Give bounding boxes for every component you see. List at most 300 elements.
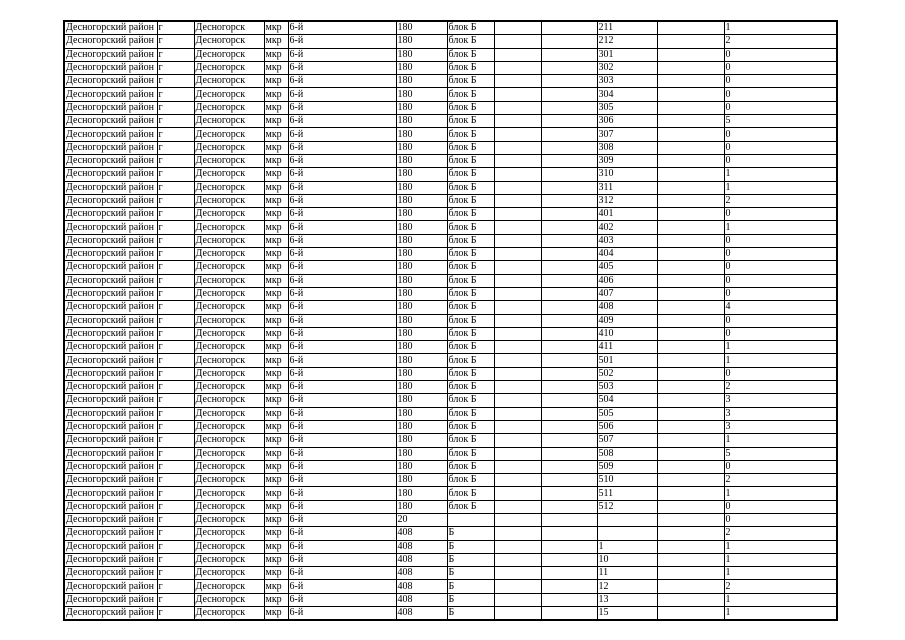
- cell-c9[interactable]: [541, 248, 597, 261]
- cell-c11[interactable]: [657, 460, 724, 473]
- cell-g[interactable]: г: [157, 354, 194, 367]
- cell-g[interactable]: г: [157, 553, 194, 566]
- cell-mkr_num[interactable]: 6-й: [288, 248, 396, 261]
- cell-c11[interactable]: [657, 527, 724, 540]
- cell-c8[interactable]: [494, 287, 541, 300]
- cell-city[interactable]: Десногорск: [194, 580, 264, 593]
- cell-apartment[interactable]: 507: [597, 434, 657, 447]
- cell-house[interactable]: 180: [396, 341, 447, 354]
- cell-district[interactable]: Десногорский район: [64, 474, 157, 487]
- cell-block[interactable]: Б: [447, 593, 494, 606]
- cell-c9[interactable]: [541, 301, 597, 314]
- cell-mkr[interactable]: мкр: [264, 434, 288, 447]
- cell-c9[interactable]: [541, 567, 597, 580]
- cell-mkr[interactable]: мкр: [264, 141, 288, 154]
- cell-city[interactable]: Десногорск: [194, 447, 264, 460]
- cell-c8[interactable]: [494, 301, 541, 314]
- cell-district[interactable]: Десногорский район: [64, 221, 157, 234]
- cell-apartment[interactable]: 302: [597, 61, 657, 74]
- cell-count[interactable]: 0: [724, 208, 837, 221]
- cell-c8[interactable]: [494, 420, 541, 433]
- cell-count[interactable]: 0: [724, 261, 837, 274]
- cell-house[interactable]: 180: [396, 354, 447, 367]
- cell-mkr_num[interactable]: 6-й: [288, 314, 396, 327]
- cell-block[interactable]: Б: [447, 607, 494, 621]
- cell-apartment[interactable]: 402: [597, 221, 657, 234]
- cell-block[interactable]: блок Б: [447, 141, 494, 154]
- cell-apartment[interactable]: 503: [597, 381, 657, 394]
- cell-apartment[interactable]: [597, 513, 657, 526]
- cell-apartment[interactable]: 304: [597, 88, 657, 101]
- cell-c9[interactable]: [541, 181, 597, 194]
- cell-c11[interactable]: [657, 221, 724, 234]
- cell-c8[interactable]: [494, 567, 541, 580]
- cell-count[interactable]: 1: [724, 607, 837, 621]
- cell-district[interactable]: Десногорский район: [64, 447, 157, 460]
- cell-g[interactable]: г: [157, 194, 194, 207]
- cell-count[interactable]: 3: [724, 407, 837, 420]
- cell-count[interactable]: 2: [724, 474, 837, 487]
- cell-apartment[interactable]: 504: [597, 394, 657, 407]
- cell-block[interactable]: блок Б: [447, 21, 494, 35]
- cell-city[interactable]: Десногорск: [194, 208, 264, 221]
- cell-apartment[interactable]: 212: [597, 35, 657, 48]
- cell-g[interactable]: г: [157, 381, 194, 394]
- cell-c8[interactable]: [494, 381, 541, 394]
- cell-house[interactable]: 180: [396, 21, 447, 35]
- cell-mkr[interactable]: мкр: [264, 61, 288, 74]
- cell-house[interactable]: 408: [396, 580, 447, 593]
- cell-block[interactable]: [447, 513, 494, 526]
- cell-c9[interactable]: [541, 88, 597, 101]
- cell-city[interactable]: Десногорск: [194, 553, 264, 566]
- cell-g[interactable]: г: [157, 314, 194, 327]
- cell-count[interactable]: 1: [724, 354, 837, 367]
- cell-mkr_num[interactable]: 6-й: [288, 527, 396, 540]
- cell-mkr_num[interactable]: 6-й: [288, 394, 396, 407]
- cell-count[interactable]: 1: [724, 567, 837, 580]
- cell-district[interactable]: Десногорский район: [64, 301, 157, 314]
- cell-block[interactable]: блок Б: [447, 101, 494, 114]
- cell-g[interactable]: г: [157, 607, 194, 621]
- cell-mkr[interactable]: мкр: [264, 35, 288, 48]
- cell-city[interactable]: Десногорск: [194, 101, 264, 114]
- cell-mkr[interactable]: мкр: [264, 274, 288, 287]
- cell-g[interactable]: г: [157, 580, 194, 593]
- cell-district[interactable]: Десногорский район: [64, 553, 157, 566]
- cell-house[interactable]: 408: [396, 593, 447, 606]
- cell-c9[interactable]: [541, 527, 597, 540]
- cell-mkr_num[interactable]: 6-й: [288, 101, 396, 114]
- cell-g[interactable]: г: [157, 474, 194, 487]
- cell-house[interactable]: 180: [396, 314, 447, 327]
- cell-district[interactable]: Десногорский район: [64, 420, 157, 433]
- cell-c11[interactable]: [657, 128, 724, 141]
- cell-house[interactable]: 180: [396, 234, 447, 247]
- cell-c8[interactable]: [494, 487, 541, 500]
- cell-mkr[interactable]: мкр: [264, 154, 288, 167]
- cell-apartment[interactable]: 301: [597, 48, 657, 61]
- cell-c11[interactable]: [657, 234, 724, 247]
- cell-c8[interactable]: [494, 314, 541, 327]
- cell-c11[interactable]: [657, 381, 724, 394]
- cell-count[interactable]: 3: [724, 394, 837, 407]
- cell-house[interactable]: 180: [396, 75, 447, 88]
- cell-count[interactable]: 2: [724, 194, 837, 207]
- cell-mkr[interactable]: мкр: [264, 540, 288, 553]
- cell-c11[interactable]: [657, 181, 724, 194]
- cell-mkr_num[interactable]: 6-й: [288, 128, 396, 141]
- cell-city[interactable]: Десногорск: [194, 194, 264, 207]
- cell-house[interactable]: 180: [396, 168, 447, 181]
- cell-mkr[interactable]: мкр: [264, 88, 288, 101]
- cell-block[interactable]: блок Б: [447, 248, 494, 261]
- cell-mkr_num[interactable]: 6-й: [288, 75, 396, 88]
- cell-mkr_num[interactable]: 6-й: [288, 381, 396, 394]
- cell-city[interactable]: Десногорск: [194, 48, 264, 61]
- cell-c8[interactable]: [494, 61, 541, 74]
- cell-house[interactable]: 408: [396, 527, 447, 540]
- cell-apartment[interactable]: 501: [597, 354, 657, 367]
- cell-c9[interactable]: [541, 500, 597, 513]
- cell-c9[interactable]: [541, 234, 597, 247]
- cell-block[interactable]: блок Б: [447, 354, 494, 367]
- cell-mkr[interactable]: мкр: [264, 527, 288, 540]
- cell-city[interactable]: Десногорск: [194, 154, 264, 167]
- cell-c11[interactable]: [657, 314, 724, 327]
- cell-house[interactable]: 408: [396, 607, 447, 621]
- cell-c11[interactable]: [657, 61, 724, 74]
- cell-block[interactable]: Б: [447, 527, 494, 540]
- cell-city[interactable]: Десногорск: [194, 567, 264, 580]
- cell-c8[interactable]: [494, 115, 541, 128]
- cell-city[interactable]: Десногорск: [194, 21, 264, 35]
- cell-mkr_num[interactable]: 6-й: [288, 593, 396, 606]
- cell-c9[interactable]: [541, 154, 597, 167]
- cell-block[interactable]: блок Б: [447, 407, 494, 420]
- cell-c8[interactable]: [494, 460, 541, 473]
- cell-c11[interactable]: [657, 513, 724, 526]
- cell-count[interactable]: 0: [724, 101, 837, 114]
- cell-c11[interactable]: [657, 434, 724, 447]
- cell-district[interactable]: Десногорский район: [64, 75, 157, 88]
- cell-c9[interactable]: [541, 101, 597, 114]
- cell-city[interactable]: Десногорск: [194, 314, 264, 327]
- cell-c9[interactable]: [541, 447, 597, 460]
- cell-c11[interactable]: [657, 394, 724, 407]
- cell-mkr_num[interactable]: 6-й: [288, 261, 396, 274]
- cell-district[interactable]: Десногорский район: [64, 407, 157, 420]
- cell-house[interactable]: 180: [396, 115, 447, 128]
- cell-mkr[interactable]: мкр: [264, 593, 288, 606]
- cell-c8[interactable]: [494, 447, 541, 460]
- cell-c11[interactable]: [657, 274, 724, 287]
- cell-house[interactable]: 180: [396, 460, 447, 473]
- cell-c8[interactable]: [494, 527, 541, 540]
- cell-mkr[interactable]: мкр: [264, 460, 288, 473]
- cell-house[interactable]: 180: [396, 141, 447, 154]
- cell-c11[interactable]: [657, 580, 724, 593]
- cell-district[interactable]: Десногорский район: [64, 261, 157, 274]
- cell-district[interactable]: Десногорский район: [64, 513, 157, 526]
- cell-block[interactable]: блок Б: [447, 474, 494, 487]
- cell-block[interactable]: блок Б: [447, 168, 494, 181]
- cell-district[interactable]: Десногорский район: [64, 48, 157, 61]
- cell-c8[interactable]: [494, 607, 541, 621]
- cell-apartment[interactable]: 506: [597, 420, 657, 433]
- cell-c9[interactable]: [541, 208, 597, 221]
- cell-c9[interactable]: [541, 474, 597, 487]
- cell-apartment[interactable]: 305: [597, 101, 657, 114]
- cell-district[interactable]: Десногорский район: [64, 580, 157, 593]
- cell-c11[interactable]: [657, 261, 724, 274]
- cell-c8[interactable]: [494, 341, 541, 354]
- cell-count[interactable]: 2: [724, 527, 837, 540]
- cell-mkr_num[interactable]: 6-й: [288, 553, 396, 566]
- cell-c11[interactable]: [657, 21, 724, 35]
- cell-mkr[interactable]: мкр: [264, 394, 288, 407]
- cell-house[interactable]: 180: [396, 128, 447, 141]
- cell-mkr_num[interactable]: 6-й: [288, 115, 396, 128]
- cell-city[interactable]: Десногорск: [194, 474, 264, 487]
- cell-g[interactable]: г: [157, 407, 194, 420]
- cell-c8[interactable]: [494, 407, 541, 420]
- cell-block[interactable]: блок Б: [447, 500, 494, 513]
- cell-count[interactable]: 3: [724, 420, 837, 433]
- cell-block[interactable]: блок Б: [447, 301, 494, 314]
- cell-c11[interactable]: [657, 553, 724, 566]
- cell-city[interactable]: Десногорск: [194, 341, 264, 354]
- cell-count[interactable]: 0: [724, 61, 837, 74]
- cell-c9[interactable]: [541, 75, 597, 88]
- cell-city[interactable]: Десногорск: [194, 248, 264, 261]
- cell-count[interactable]: 0: [724, 75, 837, 88]
- cell-c9[interactable]: [541, 513, 597, 526]
- cell-district[interactable]: Десногорский район: [64, 287, 157, 300]
- cell-block[interactable]: блок Б: [447, 327, 494, 340]
- cell-count[interactable]: 4: [724, 301, 837, 314]
- cell-mkr_num[interactable]: 6-й: [288, 48, 396, 61]
- cell-city[interactable]: Десногорск: [194, 141, 264, 154]
- cell-block[interactable]: блок Б: [447, 420, 494, 433]
- cell-mkr_num[interactable]: 6-й: [288, 287, 396, 300]
- cell-g[interactable]: г: [157, 88, 194, 101]
- cell-g[interactable]: г: [157, 593, 194, 606]
- cell-block[interactable]: блок Б: [447, 487, 494, 500]
- cell-apartment[interactable]: 509: [597, 460, 657, 473]
- cell-block[interactable]: блок Б: [447, 394, 494, 407]
- cell-c9[interactable]: [541, 487, 597, 500]
- cell-c11[interactable]: [657, 500, 724, 513]
- cell-c9[interactable]: [541, 168, 597, 181]
- cell-c9[interactable]: [541, 48, 597, 61]
- cell-count[interactable]: 1: [724, 221, 837, 234]
- cell-mkr_num[interactable]: 6-й: [288, 181, 396, 194]
- cell-house[interactable]: 180: [396, 194, 447, 207]
- cell-district[interactable]: Десногорский район: [64, 61, 157, 74]
- cell-c11[interactable]: [657, 407, 724, 420]
- cell-c8[interactable]: [494, 553, 541, 566]
- cell-c9[interactable]: [541, 314, 597, 327]
- cell-apartment[interactable]: 411: [597, 341, 657, 354]
- cell-c11[interactable]: [657, 35, 724, 48]
- cell-block[interactable]: блок Б: [447, 381, 494, 394]
- cell-mkr[interactable]: мкр: [264, 101, 288, 114]
- cell-count[interactable]: 1: [724, 540, 837, 553]
- cell-count[interactable]: 0: [724, 234, 837, 247]
- cell-mkr[interactable]: мкр: [264, 553, 288, 566]
- cell-district[interactable]: Десногорский район: [64, 208, 157, 221]
- cell-block[interactable]: блок Б: [447, 460, 494, 473]
- cell-apartment[interactable]: 13: [597, 593, 657, 606]
- cell-apartment[interactable]: 309: [597, 154, 657, 167]
- cell-city[interactable]: Десногорск: [194, 527, 264, 540]
- cell-mkr_num[interactable]: 6-й: [288, 407, 396, 420]
- cell-block[interactable]: блок Б: [447, 447, 494, 460]
- cell-count[interactable]: 1: [724, 21, 837, 35]
- cell-c8[interactable]: [494, 194, 541, 207]
- cell-mkr[interactable]: мкр: [264, 580, 288, 593]
- cell-c9[interactable]: [541, 274, 597, 287]
- cell-c8[interactable]: [494, 128, 541, 141]
- cell-g[interactable]: г: [157, 221, 194, 234]
- cell-c11[interactable]: [657, 367, 724, 380]
- cell-count[interactable]: 0: [724, 367, 837, 380]
- cell-city[interactable]: Десногорск: [194, 234, 264, 247]
- cell-district[interactable]: Десногорский район: [64, 487, 157, 500]
- cell-mkr_num[interactable]: 6-й: [288, 221, 396, 234]
- cell-c8[interactable]: [494, 48, 541, 61]
- cell-apartment[interactable]: 409: [597, 314, 657, 327]
- cell-c9[interactable]: [541, 354, 597, 367]
- cell-district[interactable]: Десногорский район: [64, 367, 157, 380]
- cell-district[interactable]: Десногорский район: [64, 168, 157, 181]
- cell-c9[interactable]: [541, 327, 597, 340]
- cell-g[interactable]: г: [157, 447, 194, 460]
- cell-c11[interactable]: [657, 607, 724, 621]
- cell-c8[interactable]: [494, 75, 541, 88]
- cell-apartment[interactable]: 508: [597, 447, 657, 460]
- cell-mkr[interactable]: мкр: [264, 487, 288, 500]
- cell-city[interactable]: Десногорск: [194, 354, 264, 367]
- cell-mkr_num[interactable]: 6-й: [288, 61, 396, 74]
- cell-c9[interactable]: [541, 35, 597, 48]
- cell-c9[interactable]: [541, 553, 597, 566]
- cell-house[interactable]: 180: [396, 327, 447, 340]
- cell-house[interactable]: 180: [396, 248, 447, 261]
- cell-mkr[interactable]: мкр: [264, 420, 288, 433]
- cell-apartment[interactable]: 308: [597, 141, 657, 154]
- cell-c8[interactable]: [494, 221, 541, 234]
- cell-mkr[interactable]: мкр: [264, 447, 288, 460]
- cell-district[interactable]: Десногорский район: [64, 314, 157, 327]
- cell-district[interactable]: Десногорский район: [64, 115, 157, 128]
- cell-mkr[interactable]: мкр: [264, 354, 288, 367]
- cell-c9[interactable]: [541, 407, 597, 420]
- cell-c11[interactable]: [657, 48, 724, 61]
- cell-g[interactable]: г: [157, 487, 194, 500]
- cell-mkr[interactable]: мкр: [264, 75, 288, 88]
- cell-c8[interactable]: [494, 540, 541, 553]
- cell-g[interactable]: г: [157, 208, 194, 221]
- cell-c8[interactable]: [494, 168, 541, 181]
- cell-house[interactable]: 180: [396, 35, 447, 48]
- cell-mkr_num[interactable]: 6-й: [288, 341, 396, 354]
- cell-mkr_num[interactable]: 6-й: [288, 500, 396, 513]
- cell-block[interactable]: Б: [447, 580, 494, 593]
- cell-apartment[interactable]: 510: [597, 474, 657, 487]
- cell-mkr[interactable]: мкр: [264, 128, 288, 141]
- cell-count[interactable]: 1: [724, 181, 837, 194]
- cell-city[interactable]: Десногорск: [194, 75, 264, 88]
- cell-c9[interactable]: [541, 341, 597, 354]
- cell-house[interactable]: 408: [396, 540, 447, 553]
- cell-city[interactable]: Десногорск: [194, 261, 264, 274]
- cell-c11[interactable]: [657, 354, 724, 367]
- cell-apartment[interactable]: 12: [597, 580, 657, 593]
- cell-mkr_num[interactable]: 6-й: [288, 35, 396, 48]
- cell-g[interactable]: г: [157, 21, 194, 35]
- cell-mkr_num[interactable]: 6-й: [288, 540, 396, 553]
- cell-mkr[interactable]: мкр: [264, 327, 288, 340]
- cell-g[interactable]: г: [157, 75, 194, 88]
- cell-c8[interactable]: [494, 513, 541, 526]
- cell-apartment[interactable]: 505: [597, 407, 657, 420]
- cell-city[interactable]: Десногорск: [194, 394, 264, 407]
- cell-district[interactable]: Десногорский район: [64, 354, 157, 367]
- cell-house[interactable]: 180: [396, 301, 447, 314]
- cell-c8[interactable]: [494, 181, 541, 194]
- cell-district[interactable]: Десногорский район: [64, 35, 157, 48]
- cell-block[interactable]: Б: [447, 540, 494, 553]
- cell-house[interactable]: 180: [396, 221, 447, 234]
- cell-mkr_num[interactable]: 6-й: [288, 274, 396, 287]
- cell-district[interactable]: Десногорский район: [64, 327, 157, 340]
- cell-g[interactable]: г: [157, 327, 194, 340]
- cell-district[interactable]: Десногорский район: [64, 88, 157, 101]
- cell-c8[interactable]: [494, 35, 541, 48]
- cell-house[interactable]: 20: [396, 513, 447, 526]
- cell-house[interactable]: 180: [396, 420, 447, 433]
- cell-house[interactable]: 180: [396, 274, 447, 287]
- cell-city[interactable]: Десногорск: [194, 420, 264, 433]
- cell-district[interactable]: Десногорский район: [64, 567, 157, 580]
- cell-city[interactable]: Десногорск: [194, 513, 264, 526]
- cell-house[interactable]: 180: [396, 394, 447, 407]
- cell-house[interactable]: 180: [396, 154, 447, 167]
- cell-apartment[interactable]: 410: [597, 327, 657, 340]
- cell-mkr_num[interactable]: 6-й: [288, 420, 396, 433]
- cell-count[interactable]: 5: [724, 115, 837, 128]
- cell-c9[interactable]: [541, 261, 597, 274]
- cell-house[interactable]: 180: [396, 88, 447, 101]
- cell-house[interactable]: 180: [396, 48, 447, 61]
- cell-district[interactable]: Десногорский район: [64, 460, 157, 473]
- cell-mkr_num[interactable]: 6-й: [288, 607, 396, 621]
- cell-city[interactable]: Десногорск: [194, 487, 264, 500]
- cell-g[interactable]: г: [157, 35, 194, 48]
- cell-apartment[interactable]: 211: [597, 21, 657, 35]
- cell-city[interactable]: Десногорск: [194, 115, 264, 128]
- cell-block[interactable]: блок Б: [447, 181, 494, 194]
- cell-block[interactable]: блок Б: [447, 367, 494, 380]
- cell-mkr_num[interactable]: 6-й: [288, 460, 396, 473]
- cell-c9[interactable]: [541, 21, 597, 35]
- cell-city[interactable]: Десногорск: [194, 367, 264, 380]
- cell-c11[interactable]: [657, 327, 724, 340]
- cell-count[interactable]: 0: [724, 500, 837, 513]
- cell-count[interactable]: 2: [724, 580, 837, 593]
